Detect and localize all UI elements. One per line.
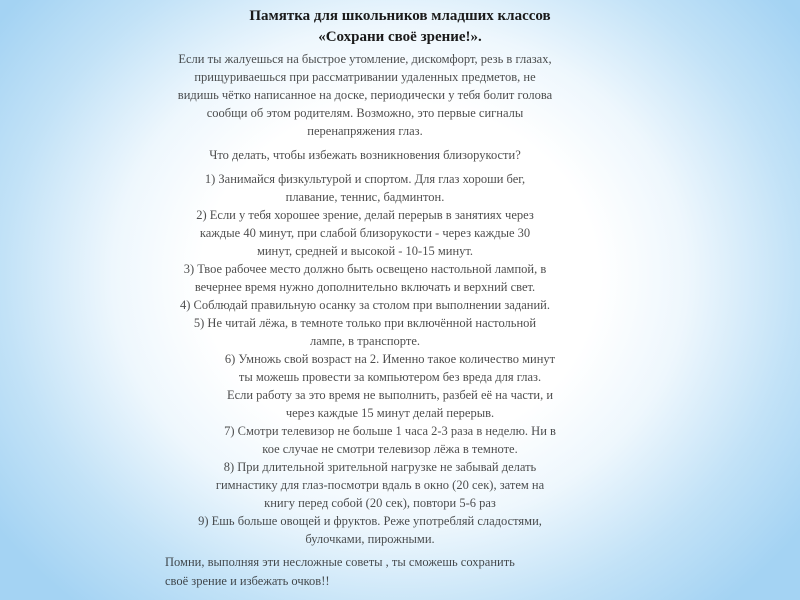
tip-line: 6) Умножь свой возраст на 2. Именно такое количество минут bbox=[224, 352, 556, 366]
intro-line: сообщи об этом родителям. Возможно, это первые сигналы bbox=[206, 106, 524, 120]
intro-line: видишь чётко написанное на доске, периодически у тебя болит голова bbox=[177, 88, 553, 102]
tip-line: книгу перед собой (20 сек), повтори 5-6 раз bbox=[264, 496, 496, 510]
tip-line: плавание, теннис, бадминтон. bbox=[285, 190, 445, 204]
tip-line: вечернее время нужно дополнительно включать и верхний свет. bbox=[194, 280, 536, 294]
tip-line: 1) Занимайся физкультурой и спортом. Для глаз хороши бег, bbox=[204, 172, 526, 186]
intro-line: перенапряжения глаз. bbox=[307, 124, 423, 138]
tip-line: 5) Не читай лёжа, в темноте только при включённой настольной bbox=[193, 316, 537, 330]
intro-line: Если ты жалуешься на быстрое утомление, дискомфорт, резь в глазах, bbox=[178, 52, 552, 66]
tip-line: гимнастику для глаз-посмотри вдаль в окно (20 сек), затем на bbox=[215, 478, 545, 492]
tip-line: 8) При длительной зрительной нагрузке не забывай делать bbox=[223, 460, 537, 474]
tip-line: ты можешь провести за компьютером без вреда для глаз. bbox=[238, 370, 542, 384]
tip-line: булочками, пирожными. bbox=[305, 532, 435, 546]
tip-line: минут, средней и высокой - 10-15 минут. bbox=[256, 244, 474, 258]
title-line-1: Памятка для школьников младших классов bbox=[249, 8, 551, 24]
tip-line: лампе, в транспорте. bbox=[309, 334, 421, 348]
intro-line: прищуриваешься при рассматривании удаленных предметов, не bbox=[194, 70, 536, 84]
tip-line: 3) Твое рабочее место должно быть освещено настольной лампой, в bbox=[183, 262, 547, 276]
title-line-2: «Сохрани своё зрение!». bbox=[318, 29, 482, 45]
tip-line: 7) Смотри телевизор не больше 1 часа 2-3 раза в неделю. Ни в bbox=[224, 424, 556, 438]
tip-line: через каждые 15 минут делай перерыв. bbox=[285, 406, 495, 420]
tip-line: кое случае не смотри телевизор лёжа в темноте. bbox=[262, 442, 518, 456]
tip-line: Если работу за это время не выполнить, разбей её на части, и bbox=[226, 388, 554, 402]
closing-line: Помни, выполняя эти несложные советы , ты сможешь сохранить bbox=[165, 555, 515, 569]
closing-line: своё зрение и избежать очков!! bbox=[165, 574, 330, 588]
tip-line: 2) Если у тебя хорошее зрение, делай перерыв в занятиях через bbox=[196, 208, 534, 222]
tip-line: 4) Соблюдай правильную осанку за столом при выполнении заданий. bbox=[180, 298, 550, 312]
tip-line: каждые 40 минут, при слабой близорукости - через каждые 30 bbox=[199, 226, 531, 240]
tip-line: 9) Ешь больше овощей и фруктов. Реже употребляй сладостями, bbox=[198, 514, 542, 528]
question-line: Что делать, чтобы избежать возникновения близорукости? bbox=[209, 148, 521, 162]
